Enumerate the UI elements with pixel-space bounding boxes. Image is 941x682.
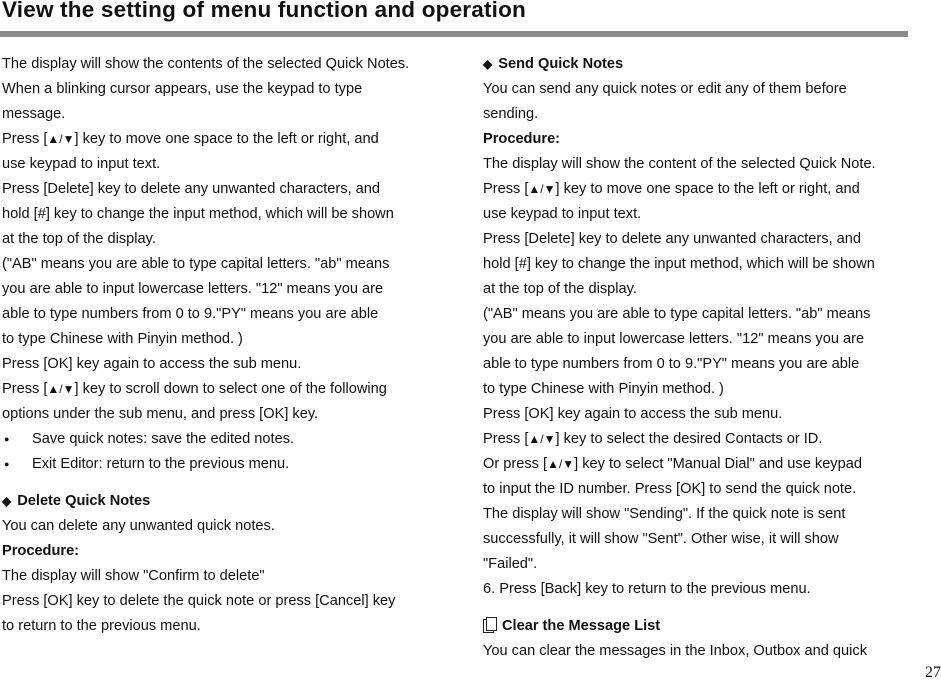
text-line: Press [Delete] key to delete any unwanted characters, and — [2, 181, 381, 197]
right-column — [483, 52, 913, 664]
text-line: You can delete any unwanted quick notes. — [2, 518, 275, 534]
bullet-item: ● Save quick notes: save the edited notes. — [2, 427, 442, 452]
title-divider — [0, 31, 908, 37]
bullet-dot-icon: ● — [4, 459, 10, 469]
text-line: You can send any quick notes or edit any of them before — [483, 81, 847, 97]
text-line: 6. Press [Back] key to return to the previous menu. — [483, 581, 811, 597]
text-line: hold [#] key to change the input method, which will be shown — [2, 206, 394, 222]
text-line: at the top of the display. — [483, 281, 637, 297]
diamond-icon: ◆ — [483, 57, 493, 71]
text-line: to input the ID number. Press [OK] to send the quick note. — [483, 481, 857, 497]
text-line: able to type numbers from 0 to 9."PY" means you are able — [2, 306, 379, 322]
document-icon — [486, 617, 497, 631]
text-line: The display will show the content of the selected Quick Note. — [483, 156, 876, 172]
text-line: Press [OK] key again to access the sub menu. — [2, 356, 302, 372]
text-line: Press [OK] key to delete the quick note or press [Cancel] key — [2, 593, 396, 609]
procedure-label: Procedure: — [2, 543, 80, 559]
text-line: successfully, it will show "Sent". Other wise, it will show — [483, 531, 839, 547]
text-line: to type Chinese with Pinyin method. ) — [483, 381, 724, 397]
diamond-icon: ◆ — [2, 494, 12, 508]
text-line: message. — [2, 106, 66, 122]
up-down-arrows-icon: ▲/▼ — [47, 132, 75, 146]
section-heading: ◆ Delete Quick Notes — [2, 493, 151, 509]
text-line: Press [OK] key again to access the sub menu. — [483, 406, 783, 422]
left-column — [2, 52, 442, 639]
text-line: The display will show "Confirm to delete" — [2, 568, 265, 584]
text-line: ("AB" means you are able to type capital letters. "ab" means — [483, 306, 871, 322]
text-line: "Failed". — [483, 556, 538, 572]
text-line: to return to the previous menu. — [2, 618, 201, 634]
text-line: to type Chinese with Pinyin method. ) — [2, 331, 243, 347]
text-line: Press [▲/▼] key to move one space to the left or right, and — [483, 181, 860, 197]
text-line: You can clear the messages in the Inbox, Outbox and quick — [483, 643, 868, 659]
up-down-arrows-icon: ▲/▼ — [528, 182, 556, 196]
procedure-label: Procedure: — [483, 131, 561, 147]
text-line: at the top of the display. — [2, 231, 156, 247]
text-line: sending. — [483, 106, 539, 122]
text-line: you are able to input lowercase letters. "12" means you are — [2, 281, 384, 297]
text-line: hold [#] key to change the input method, which will be shown — [483, 256, 875, 272]
text-line: Or press [▲/▼] key to select "Manual Dial" and use keypad — [483, 456, 862, 472]
text-line: able to type numbers from 0 to 9."PY" means you are able — [483, 356, 860, 372]
text-line: ("AB" means you are able to type capital letters. "ab" means — [2, 256, 390, 272]
text-line: you are able to input lowercase letters. "12" means you are — [483, 331, 865, 347]
page-title: View the setting of menu function and operation — [2, 0, 526, 22]
text-line: The display will show "Sending". If the quick note is sent — [483, 506, 846, 522]
text-line: options under the sub menu, and press [OK] key. — [2, 406, 319, 422]
text-line: The display will show the contents of the selected Quick Notes. — [2, 56, 410, 72]
text-line: Press [▲/▼] key to select the desired Contacts or ID. — [483, 431, 823, 447]
section-heading: Clear the Message List — [483, 614, 913, 639]
bullet-item: ● Exit Editor: return to the previous menu. — [2, 452, 442, 477]
text-line: use keypad to input text. — [2, 156, 161, 172]
up-down-arrows-icon: ▲/▼ — [47, 382, 75, 396]
text-line: use keypad to input text. — [483, 206, 642, 222]
up-down-arrows-icon: ▲/▼ — [547, 457, 575, 471]
text-line: Press [▲/▼] key to move one space to the left or right, and — [2, 131, 379, 147]
bullet-dot-icon: ● — [4, 434, 10, 444]
text-line: When a blinking cursor appears, use the keypad to type — [2, 81, 363, 97]
section-heading: ◆ Send Quick Notes — [483, 56, 624, 72]
up-down-arrows-icon: ▲/▼ — [528, 432, 556, 446]
page-number: 27 — [925, 664, 941, 681]
text-line: Press [Delete] key to delete any unwanted characters, and — [483, 231, 862, 247]
text-line: Press [▲/▼] key to scroll down to select one of the following — [2, 381, 387, 397]
